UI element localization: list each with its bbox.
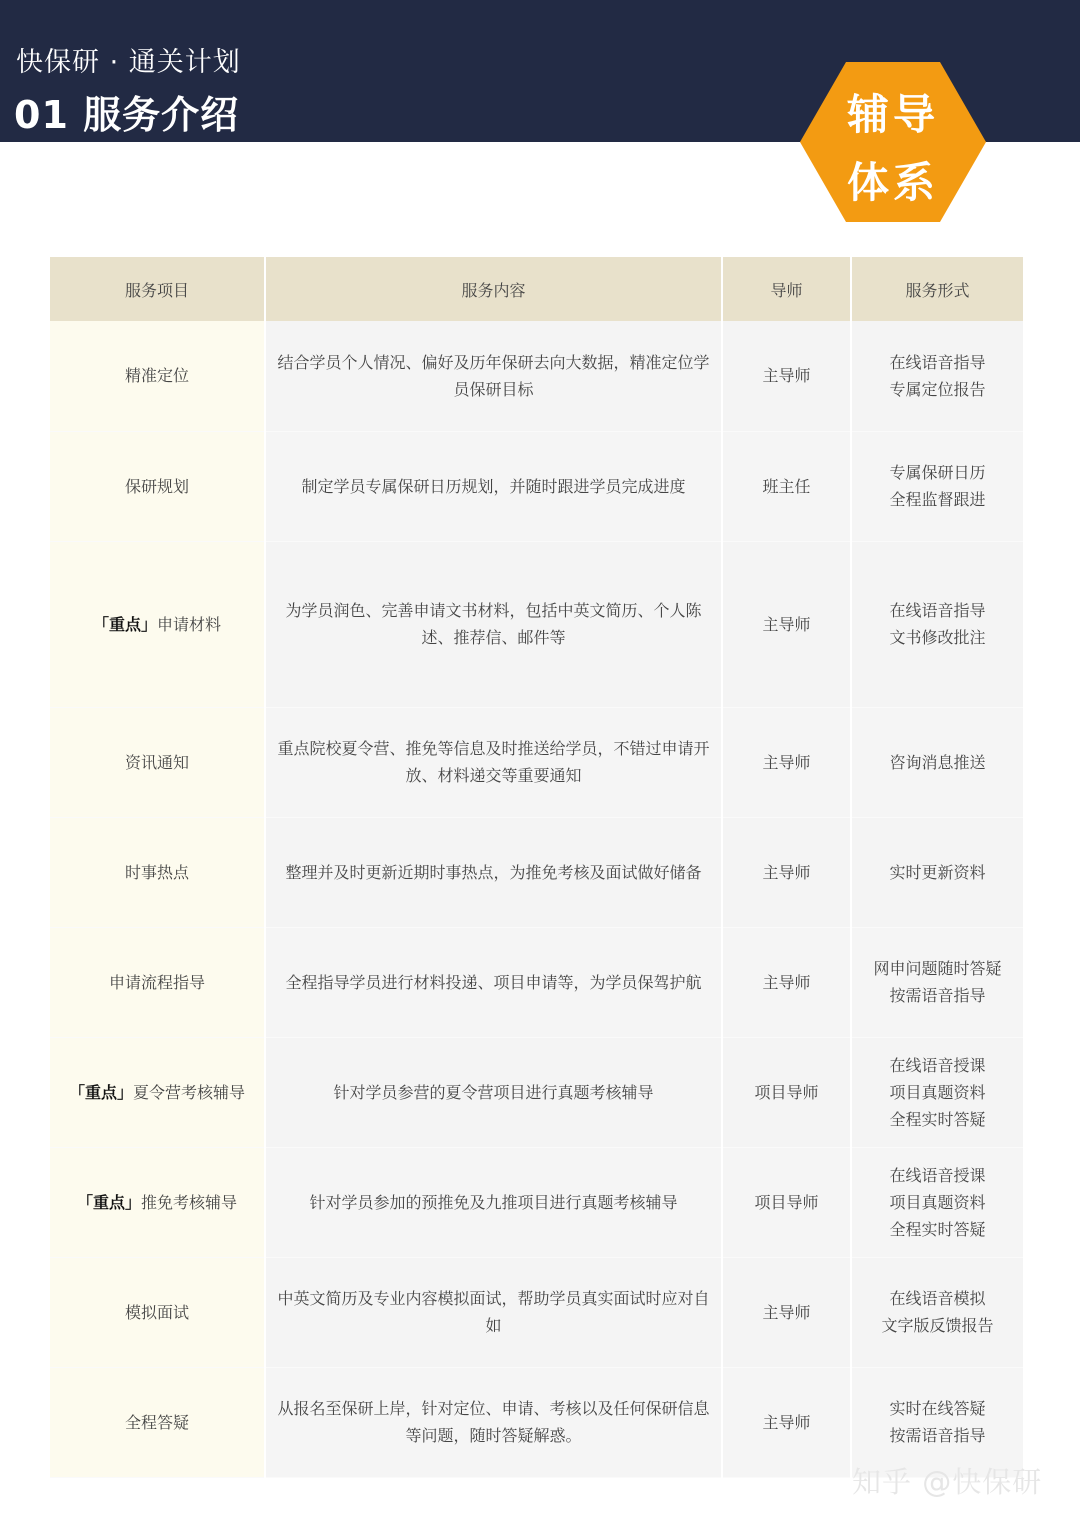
- service-form-line: 全程实时答疑: [889, 1219, 986, 1239]
- service-item-label: [125, 863, 189, 882]
- service-content-cell: 针对学员参营的夏令营项目进行真题考核辅导: [265, 1037, 722, 1147]
- header-service-form: 服务形式: [851, 257, 1024, 321]
- service-form-line: 项目真题资料: [889, 1192, 986, 1212]
- service-item-cell: [50, 541, 265, 707]
- coaching-system-badge: [800, 62, 986, 222]
- service-form-line: 全程监督跟进: [889, 490, 986, 509]
- mentor-cell: 主导师: [722, 927, 851, 1037]
- table-row: [50, 1037, 1024, 1147]
- mentor-cell: 主导师: [722, 707, 851, 817]
- badge-line-1: 辅导: [846, 90, 939, 139]
- service-item-name: 推免考核辅导: [141, 1192, 238, 1212]
- key-point-tag: 「重点」: [92, 614, 157, 634]
- service-item-name: 申请流程指导: [108, 972, 205, 992]
- service-form-line: 咨询消息推送: [889, 752, 986, 772]
- header-mentor: 导师: [722, 257, 851, 321]
- service-item-label: [125, 1303, 189, 1322]
- service-form-cell: [851, 321, 1024, 431]
- service-content-cell: 全程指导学员进行材料投递、项目申请等，为学员保驾护航: [265, 927, 722, 1037]
- service-form-line: 项目真题资料: [889, 1082, 986, 1102]
- table-row: [50, 1147, 1024, 1257]
- service-form-line: 全程实时答疑: [889, 1109, 986, 1129]
- header-service-content: 服务内容: [265, 257, 722, 321]
- service-item-cell: [50, 817, 265, 927]
- page-title: 01 服务介绍: [14, 93, 240, 137]
- service-content-cell: 针对学员参加的预推免及九推项目进行真题考核辅导: [265, 1147, 722, 1257]
- service-content-cell: 中英文简历及专业内容模拟面试，帮助学员真实面试时应对自如: [265, 1257, 722, 1367]
- service-form-line: 在线语音授课: [889, 1165, 986, 1185]
- mentor-cell: 班主任: [722, 431, 851, 541]
- table-header-row: [50, 257, 1024, 321]
- service-form-line: 文字版反馈报告: [881, 1316, 994, 1335]
- service-table: [50, 257, 1025, 1478]
- table-row: [50, 541, 1024, 707]
- service-item-label: [125, 1413, 189, 1432]
- mentor-cell: 项目导师: [722, 1147, 851, 1257]
- service-item-cell: [50, 1257, 265, 1367]
- service-item-label: [125, 366, 189, 385]
- service-form-cell: [851, 927, 1024, 1037]
- service-item-label: [69, 1083, 245, 1102]
- service-item-name: 时事热点: [124, 862, 189, 882]
- service-form-cell: [851, 431, 1024, 541]
- key-point-tag: 「重点」: [76, 1192, 141, 1212]
- service-form-cell: [851, 1037, 1024, 1147]
- service-content-cell: 制定学员专属保研日历规划，并随时跟进学员完成进度: [265, 431, 722, 541]
- key-point-tag: 「重点」: [68, 1082, 133, 1102]
- service-item-name: 全程答疑: [124, 1412, 189, 1432]
- service-form-line: 在线语音模拟: [889, 1289, 986, 1308]
- mentor-cell: 主导师: [722, 321, 851, 431]
- mentor-cell: 主导师: [722, 817, 851, 927]
- service-item-name: 保研规划: [124, 476, 189, 496]
- service-content-cell: 为学员润色、完善申请文书材料，包括中英文简历、个人陈述、推荐信、邮件等: [265, 541, 722, 707]
- service-item-cell: [50, 1367, 265, 1477]
- service-item-cell: [50, 927, 265, 1037]
- badge-line-2: 体系: [846, 158, 939, 207]
- service-form-cell: [851, 1257, 1024, 1367]
- service-item-cell: [50, 1147, 265, 1257]
- service-item-label: [125, 753, 189, 772]
- service-form-line: 按需语音指导: [889, 986, 986, 1005]
- mentor-cell: 主导师: [722, 1367, 851, 1477]
- service-item-label: [93, 615, 221, 634]
- service-form-line: 实时在线答疑: [889, 1399, 986, 1418]
- page-subtitle: 快保研 · 通关计划: [16, 47, 241, 78]
- service-form-line: 实时更新资料: [889, 862, 986, 882]
- service-content-cell: 整理并及时更新近期时事热点，为推免考核及面试做好储备: [265, 817, 722, 927]
- service-item-name: 夏令营考核辅导: [133, 1082, 246, 1102]
- service-item-cell: [50, 707, 265, 817]
- service-form-line: 专属保研日历: [889, 463, 986, 482]
- service-content-cell: 结合学员个人情况、偏好及历年保研去向大数据，精准定位学员保研目标: [265, 321, 722, 431]
- service-form-line: 在线语音授课: [889, 1055, 986, 1075]
- service-form-cell: [851, 541, 1024, 707]
- service-form-cell: [851, 707, 1024, 817]
- service-form-line: 在线语音指导: [889, 601, 986, 620]
- service-item-name: 申请材料: [157, 614, 222, 634]
- service-form-cell: [851, 1147, 1024, 1257]
- service-item-label: [77, 1193, 237, 1212]
- table-row: [50, 431, 1024, 541]
- service-item-name: 精准定位: [124, 366, 189, 386]
- table-row: [50, 1257, 1024, 1367]
- service-form-line: 在线语音指导: [889, 352, 986, 372]
- service-form-line: 专属定位报告: [889, 379, 986, 399]
- table-row: [50, 707, 1024, 817]
- service-item-cell: [50, 431, 265, 541]
- service-form-line: 文书修改批注: [889, 628, 986, 647]
- table-row: [50, 321, 1024, 431]
- service-item-label: [109, 973, 205, 992]
- service-item-name: 模拟面试: [124, 1302, 189, 1322]
- service-item-label: [125, 477, 189, 496]
- mentor-cell: 主导师: [722, 1257, 851, 1367]
- service-item-name: 资讯通知: [124, 752, 189, 772]
- service-form-line: 网申问题随时答疑: [873, 959, 1002, 978]
- service-form-line: 按需语音指导: [889, 1426, 986, 1445]
- service-item-cell: [50, 1037, 265, 1147]
- header-service-item: 服务项目: [50, 257, 265, 321]
- watermark: 知乎 @快保研: [852, 1465, 1043, 1499]
- service-content-cell: 从报名至保研上岸，针对定位、申请、考核以及任何保研信息等问题，随时答疑解惑。: [265, 1367, 722, 1477]
- table-row: [50, 817, 1024, 927]
- service-item-cell: [50, 321, 265, 431]
- table-row: [50, 927, 1024, 1037]
- mentor-cell: 主导师: [722, 541, 851, 707]
- mentor-cell: 项目导师: [722, 1037, 851, 1147]
- service-content-cell: 重点院校夏令营、推免等信息及时推送给学员，不错过申请开放、材料递交等重要通知: [265, 707, 722, 817]
- service-form-cell: [851, 817, 1024, 927]
